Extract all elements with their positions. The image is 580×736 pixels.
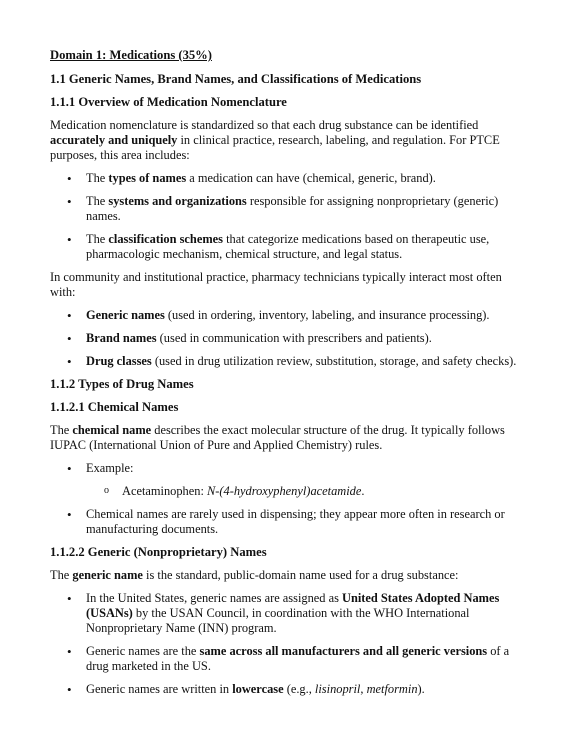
- text: Example:: [86, 461, 134, 475]
- text: The: [50, 568, 73, 582]
- text: .: [361, 484, 365, 498]
- sub-list-item: [50, 484, 530, 499]
- text: a medication can have (chemical, generic, brand).: [186, 171, 436, 185]
- emphasis: Drug classes: [86, 354, 152, 368]
- text: (used in ordering, inventory, labeling, and insurance processing).: [164, 308, 490, 322]
- text: by the USAN Council, in coordination with the WHO International Nonproprietary Name (INN) program.: [86, 606, 470, 635]
- list-item: [50, 171, 530, 186]
- emphasis: accurately and uniquely: [50, 133, 178, 147]
- text: Medication nomenclature is standardized so that each drug substance can be identified: [50, 118, 479, 132]
- text: ).: [417, 682, 425, 696]
- text: The: [86, 232, 109, 246]
- text: is the standard, public-domain name used for a drug substance:: [142, 568, 459, 582]
- section-heading-1-1-1: 1.1.1 Overview of Medication Nomenclature: [50, 95, 287, 109]
- list-item: [50, 331, 530, 346]
- text: of a drug marketed in the US.: [86, 644, 510, 673]
- section-heading-1-1-2-1: 1.1.2.1 Chemical Names: [50, 400, 179, 414]
- emphasis: same across all manufacturers and all generic versions: [199, 644, 488, 658]
- emphasis: Generic names: [86, 308, 165, 322]
- overview-paragraph: [50, 118, 530, 163]
- section-heading-1-1-2-2: 1.1.2.2 Generic (Nonproprietary) Names: [50, 545, 267, 559]
- text: The: [86, 171, 109, 185]
- chemical-paragraph: [50, 423, 530, 453]
- list-item: [50, 507, 530, 537]
- emphasis: lisinopril: [314, 682, 361, 696]
- emphasis: N-(4-hydroxyphenyl)acetamide: [207, 484, 362, 498]
- list-item: [50, 308, 530, 323]
- section-heading-1-1-2: 1.1.2 Types of Drug Names: [50, 377, 194, 391]
- emphasis: Brand names: [86, 331, 157, 345]
- emphasis: United States Adopted Names (USANs): [86, 591, 500, 620]
- generic-bullet-list: [50, 591, 530, 697]
- text: responsible for assigning nonproprietary (generic) names.: [86, 194, 499, 223]
- emphasis: classification schemes: [108, 232, 223, 246]
- emphasis: chemical name: [72, 423, 152, 437]
- generic-paragraph: [50, 568, 530, 583]
- text: Chemical names are rarely used in dispensing; they appear more often in research or manufacturing documents.: [86, 507, 505, 536]
- text: Generic names are the: [86, 644, 200, 658]
- text: that categorize medications based on therapeutic use, pharmacologic mechanism, chemical structure, and legal status.: [86, 232, 490, 261]
- text: The: [50, 423, 73, 437]
- emphasis: generic name: [72, 568, 143, 582]
- text: In the United States, generic names are assigned as: [86, 591, 342, 605]
- emphasis: metformin: [366, 682, 418, 696]
- overview-bullet-list: [50, 171, 530, 262]
- list-item: [50, 354, 530, 369]
- document-page: [50, 48, 530, 697]
- sub-list: [50, 484, 530, 499]
- list-item: [50, 232, 530, 262]
- text: Acetaminophen:: [122, 484, 207, 498]
- practice-bullet-list: [50, 308, 530, 369]
- list-item: [50, 194, 530, 224]
- text: (used in drug utilization review, substitution, storage, and safety checks).: [151, 354, 517, 368]
- text: The: [86, 194, 109, 208]
- emphasis: systems and organizations: [108, 194, 247, 208]
- domain-heading: Domain 1: Medications (35%): [50, 48, 212, 62]
- section-heading-1-1: 1.1 Generic Names, Brand Names, and Classifications of Medications: [50, 72, 422, 86]
- list-item: [50, 461, 530, 499]
- text: ,: [360, 682, 367, 696]
- emphasis: types of names: [108, 171, 187, 185]
- text: (e.g.,: [283, 682, 315, 696]
- text: Generic names are written in: [86, 682, 233, 696]
- emphasis: lowercase: [232, 682, 284, 696]
- list-item: [50, 591, 530, 636]
- list-item: [50, 682, 530, 697]
- list-item: [50, 644, 530, 674]
- text: describes the exact molecular structure of the drug. It typically follows IUPAC (International Union of Pure and Applied Chemistry) rules.: [50, 423, 505, 452]
- chemical-bullet-list: [50, 461, 530, 537]
- text: (used in communication with prescribers and patients).: [156, 331, 432, 345]
- text: in clinical practice, research, labeling, and regulation. For PTCE purposes, this area includes:: [50, 133, 500, 162]
- practice-intro: In community and institutional practice, pharmacy technicians typically interact most often with:: [50, 270, 502, 299]
